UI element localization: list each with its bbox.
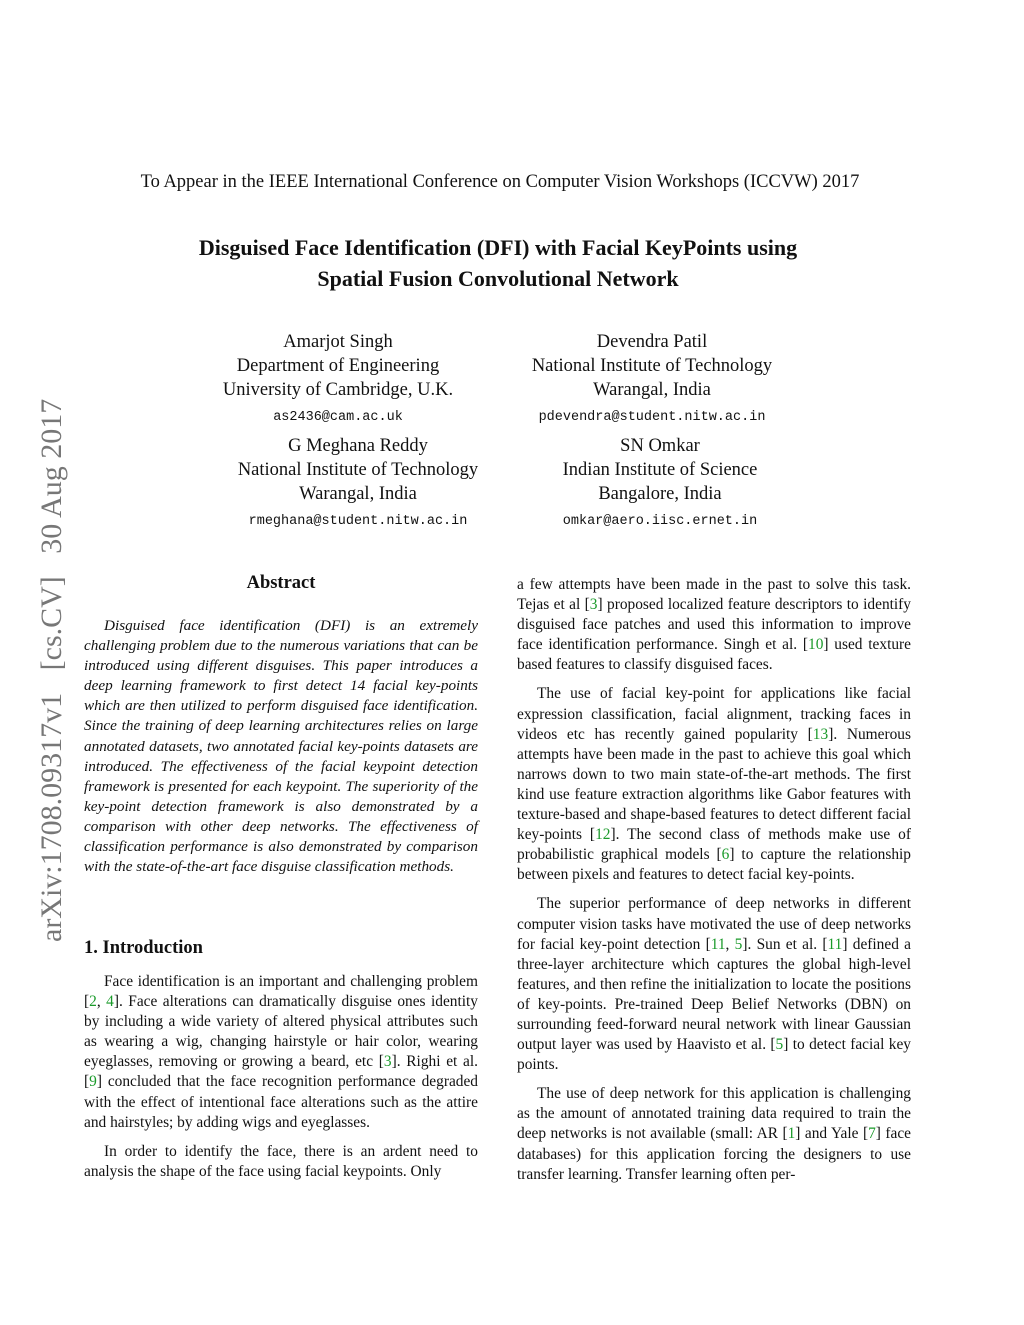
citation-link[interactable]: 5 bbox=[775, 1036, 784, 1054]
citation-link[interactable]: 3 bbox=[383, 1053, 392, 1071]
citation-link[interactable]: 6 bbox=[721, 846, 730, 864]
arxiv-category: [cs.CV] bbox=[35, 576, 68, 671]
introduction-body bbox=[84, 972, 478, 1182]
citation-link[interactable]: 10 bbox=[808, 636, 824, 654]
citation-link[interactable]: 11 bbox=[827, 935, 843, 953]
author-email[interactable]: pdevendra@student.nitw.ac.in bbox=[538, 410, 766, 425]
author-block-4 bbox=[510, 434, 810, 531]
citation-link[interactable]: 2 bbox=[89, 993, 97, 1011]
abstract-heading: Abstract bbox=[246, 573, 316, 593]
citation-link[interactable]: 9 bbox=[89, 1073, 97, 1091]
citation-link[interactable]: 7 bbox=[868, 1125, 876, 1143]
venue-line: To Appear in the IEEE International Conference on Computer Vision Workshops (ICCVW) 2017 bbox=[140, 172, 860, 192]
right-column-body bbox=[517, 575, 911, 1185]
author-affiliation: National Institute of Technology bbox=[531, 356, 773, 376]
paragraph-transfer-learning: The use of deep network for this application is challenging as the amount of annotated training data required to train the deep networks is not available (small: AR [1] and Yale [7] face databases) for this application forcing the designers to use transfer learning. Transfer learning often per- bbox=[517, 1085, 911, 1183]
author-block-3 bbox=[208, 434, 508, 531]
section-heading-introduction: 1. Introduction bbox=[84, 938, 203, 958]
citation-link[interactable]: 11 bbox=[710, 935, 726, 953]
abstract-body bbox=[84, 616, 478, 877]
author-location: Bangalore, India bbox=[598, 484, 722, 504]
citation-link[interactable]: 5 bbox=[734, 935, 743, 953]
author-location: Warangal, India bbox=[299, 484, 417, 504]
author-location: Warangal, India bbox=[593, 380, 711, 400]
author-name: Devendra Patil bbox=[596, 332, 708, 352]
citation-link[interactable]: 3 bbox=[589, 596, 598, 614]
citation-link[interactable]: 1 bbox=[787, 1125, 796, 1143]
author-block-2 bbox=[502, 330, 802, 427]
author-email[interactable]: as2436@cam.ac.uk bbox=[273, 410, 403, 425]
title-line-2: Spatial Fusion Convolutional Network bbox=[317, 266, 679, 291]
intro-paragraph-1: Face identification is an important and challenging problem [2, 4]. Face alterations can dramatically disguise ones identity by including a wide variety of altered physical attributes such as wearing a wig, changing hairstyle or hair color, wearing eyeglasses, removing or growing a beard, etc [3]. Righi et al. [9] concluded that the face recognition performance degraded with the effect of intentional face alterations such as the attire and hairstyles; by adding wigs and eyeglasses. bbox=[84, 973, 479, 1131]
paragraph-continued: a few attempts have been made in the past to solve this task. Tejas et al [3] proposed localized feature descriptors to identify disguised face patches and used this information to improve face identification performance. Singh et al. [10] used texture based features to classify disguised faces. bbox=[517, 576, 912, 674]
intro-paragraph-2: In order to identify the face, there is an ardent need to analysis the shape of the face using facial keypoints. Only bbox=[84, 1142, 478, 1180]
citation-link[interactable]: 12 bbox=[595, 826, 611, 844]
title-line-1: Disguised Face Identification (DFI) with Facial KeyPoints using bbox=[198, 235, 798, 260]
author-affiliation: Department of Engineering bbox=[236, 356, 440, 376]
arxiv-date: 30 Aug 2017 bbox=[35, 398, 68, 554]
author-name: Amarjot Singh bbox=[283, 332, 393, 352]
arxiv-stamp bbox=[22, 0, 82, 942]
author-name: SN Omkar bbox=[620, 436, 700, 456]
abstract-text: Disguised face identification (DFI) is an extremely challenging problem due to the numerous variations that can be introduced using different disguises. This paper introduces a deep learning framework to first detect 14 facial key-points which are then utilized to perform disguised face identification. Since the training of deep learning architectures relies on large annotated datasets, two annotated facial key-points datasets are introduced. The effectiveness of the facial keypoint detection framework is presented for each keypoint. The superiority of the key-point detection framework is also demonstrated by a comparison with other deep networks. The effectiveness of classification performance is also demonstrated by comparison with the state-of-the-art face disguise classification methods. bbox=[84, 617, 478, 876]
author-location: University of Cambridge, U.K. bbox=[222, 380, 454, 400]
author-email[interactable]: rmeghana@student.nitw.ac.in bbox=[248, 514, 468, 529]
author-affiliation: National Institute of Technology bbox=[237, 460, 479, 480]
author-affiliation: Indian Institute of Science bbox=[562, 460, 758, 480]
arxiv-id: arXiv:1708.09317v1 bbox=[35, 692, 68, 942]
citation-link[interactable]: 13 bbox=[812, 725, 829, 743]
author-email[interactable]: omkar@aero.iisc.ernet.in bbox=[562, 514, 758, 529]
paragraph-keypoints: The use of facial key-point for applications like facial expression classification, facial alignment, tracking faces in videos etc has recently gained popularity [13]. Numerous attempts have been made in the past to achieve this goal which narrows down to two main state-of-the-art methods. The first kind use feature extraction algorithms like Gabor features with texture-based and shape-based features to detect different facial key-points [12]. The second class of methods make use of probabilistic graphical models [6] to capture the relationship between pixels and features to detect facial key-points. bbox=[517, 685, 911, 884]
citation-link[interactable]: 4 bbox=[106, 993, 114, 1011]
paragraph-deep-networks: The superior performance of deep networks in different computer vision tasks have motivated the use of deep networks for facial key-point detection [11, 5]. Sun et al. [11] defined a three-layer architecture which captures the global high-level features, and then refine the initialization to locate the positions of key-points. Pre-trained Deep Belief Networks (DBN) on surrounding feed-forward neural network with linear Gaussian output layer was used by Haavisto et al. [5] to detect facial key points. bbox=[517, 895, 911, 1074]
author-block-1 bbox=[188, 330, 488, 427]
author-name: G Meghana Reddy bbox=[288, 436, 428, 456]
paper-title bbox=[100, 232, 896, 294]
